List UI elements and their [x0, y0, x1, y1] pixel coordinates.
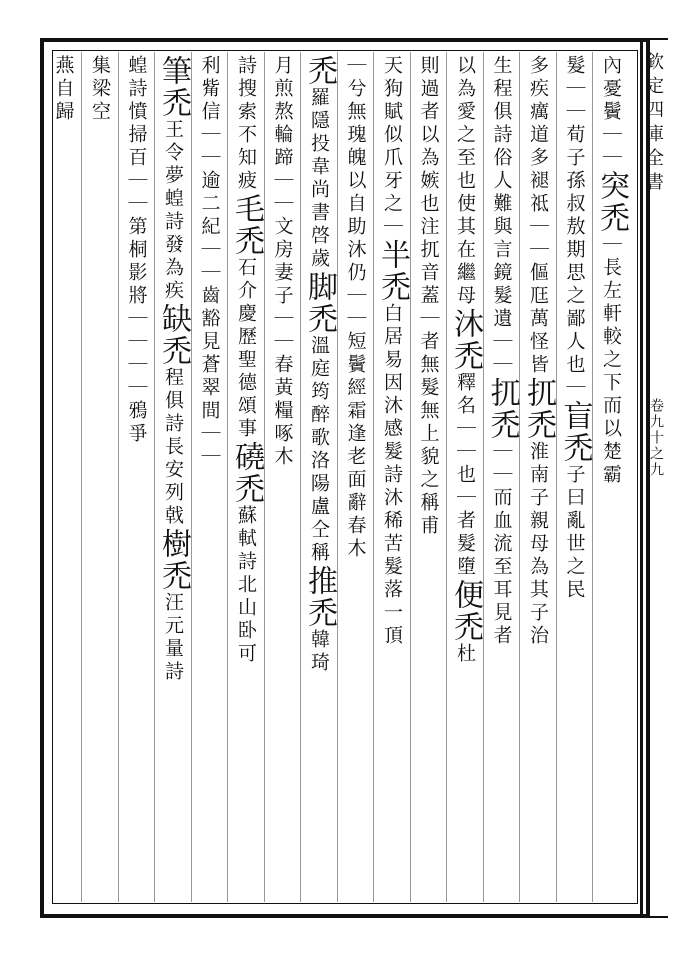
- entry-text: 天狗賦似爪牙之｜: [381, 55, 403, 239]
- entry-text: 甫: [417, 515, 440, 538]
- text-column: [341, 55, 371, 561]
- entry-text: ｜者無髮無上貌之稱: [417, 308, 440, 515]
- text-column: [156, 55, 191, 684]
- text-column: [302, 55, 337, 675]
- column-rule: [337, 52, 338, 902]
- entry-text: 韓琦: [308, 629, 330, 675]
- column-rule: [118, 52, 119, 902]
- entry-text: 羅隱投韋尚書啓歲: [308, 87, 330, 271]
- entry-head: 便禿: [448, 579, 483, 643]
- entry-head: 毛禿: [229, 193, 264, 257]
- entry-head: 沐禿: [448, 308, 483, 372]
- column-rule: [519, 52, 520, 902]
- entry-text: ｜兮無瑰魄以自助: [344, 55, 367, 239]
- entry-text: 詩搜索不知疲: [235, 55, 257, 193]
- entry-text: 燕自歸: [52, 55, 75, 124]
- column-rule: [154, 52, 155, 902]
- entry-text: 內憂鬢｜｜: [600, 55, 622, 170]
- column-rule: [410, 52, 411, 902]
- entry-head: 脚禿: [302, 271, 337, 335]
- entry-text: ｜｜鴉爭: [125, 354, 148, 446]
- volume-label: 卷九十之九: [648, 398, 664, 478]
- text-column: [375, 55, 410, 648]
- text-column: [268, 55, 298, 469]
- entry-text: 沐仍｜｜短鬢經霜逢老面辭春木: [344, 239, 367, 561]
- entry-text: 多疾癘道多褪祗｜｜傴尫萬怪皆: [527, 55, 549, 377]
- header-text: 欽定四庫全書: [643, 52, 664, 196]
- entry-head: 扤禿: [484, 377, 520, 441]
- entry-head: 推禿: [302, 565, 337, 629]
- text-column: [448, 55, 483, 666]
- entry-text: 子曰亂世之民: [563, 464, 586, 602]
- text-column: [484, 55, 520, 648]
- entry-head: 盲禿: [557, 400, 593, 464]
- entry-text: 白居易因沐感髮詩沐稀苦髮落: [381, 303, 403, 602]
- column-rule: [191, 52, 192, 902]
- entry-text: 汪元量詩: [162, 592, 184, 684]
- entry-head: 磽禿: [229, 441, 264, 505]
- entry-head: 缺禿: [156, 303, 191, 367]
- column-rule: [446, 52, 447, 902]
- entry-text: 文房妻子｜｜春黃糧: [271, 216, 294, 423]
- column-rule: [556, 52, 557, 902]
- entry-text: 荀子孫叔敖期思之鄙人也｜: [563, 124, 586, 400]
- entry-text: 則過者以為嫉也注扤音蓋: [417, 55, 440, 308]
- column-rule: [592, 52, 593, 902]
- column-rule: [483, 52, 484, 902]
- entry-text: 月煎熬輪蹄｜｜: [271, 55, 294, 216]
- entry-text: 第桐影將｜｜: [125, 216, 148, 354]
- entry-text: 利觜信｜｜: [198, 55, 221, 170]
- text-column: [594, 55, 629, 487]
- column-rule: [373, 52, 374, 902]
- text-column: [85, 55, 115, 124]
- entry-text: 淮南子親母為其子治: [527, 441, 549, 648]
- entry-head: 扤禿: [521, 377, 556, 441]
- entry-head: 半禿: [375, 239, 410, 303]
- entry-text: 釋名｜｜也｜者髮墮: [454, 372, 476, 579]
- entry-head: 樹禿: [156, 528, 191, 592]
- entry-text: 髮｜｜: [563, 55, 586, 124]
- entry-text: 蝗詩憤掃百｜｜: [125, 55, 148, 216]
- entry-text: 以為愛之至也使其在繼母: [454, 55, 476, 308]
- text-column: [557, 55, 593, 602]
- text-column: [49, 55, 79, 124]
- entry-text: 見蒼翠間｜｜: [198, 331, 221, 469]
- entry-text: 溫庭筠醉歌洛陽盧仝稱: [308, 335, 330, 565]
- entry-head: 突禿: [594, 170, 629, 234]
- text-column: [195, 55, 225, 469]
- text-column: [229, 55, 264, 666]
- entry-text: 啄木: [271, 423, 294, 469]
- column-rule: [227, 52, 228, 902]
- entry-text: 蘇軾詩北山卧可: [235, 505, 257, 666]
- entry-text: 王令夢蝗詩發為疾: [162, 119, 184, 303]
- entry-text: 一頂: [381, 602, 403, 648]
- entry-head: 筆禿: [156, 55, 191, 119]
- entry-text: 逾二紀｜｜齒豁: [198, 170, 221, 331]
- entry-head: 禿: [302, 55, 337, 87]
- column-rule: [300, 52, 301, 902]
- text-column: [521, 55, 556, 648]
- entry-text: 生程俱詩俗人難與言鏡髮遺｜｜: [490, 55, 513, 377]
- text-column: [414, 55, 444, 538]
- text-column: [122, 55, 152, 446]
- entry-text: 石介慶歷聖德頌事: [235, 257, 257, 441]
- entry-text: ｜長左軒較之下而以楚霸: [600, 234, 622, 487]
- entry-text: ｜｜而血流至耳見者: [490, 441, 513, 648]
- entry-text: 杜: [454, 643, 476, 666]
- column-rule: [81, 52, 82, 902]
- entry-text: 程俱詩長安列戟: [162, 367, 184, 528]
- entry-text: 集梁空: [89, 55, 111, 124]
